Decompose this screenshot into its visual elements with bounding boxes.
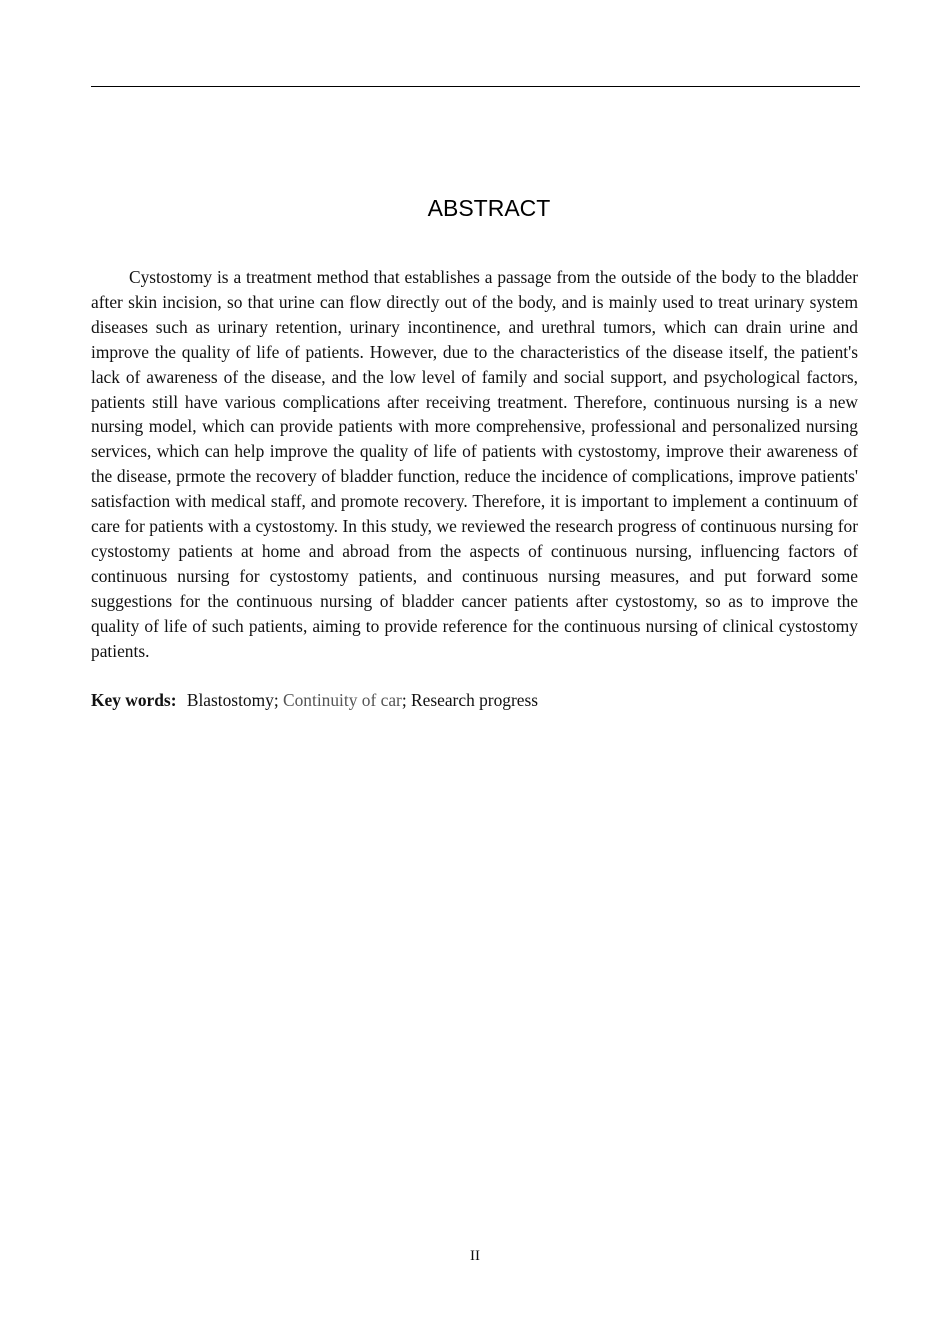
page-number: II (470, 1248, 480, 1264)
keyword-separator: ; (401, 690, 412, 710)
keyword-item: Blastostomy (186, 690, 274, 710)
header-rule (91, 86, 860, 87)
keyword-item: Continuity of car (283, 690, 402, 710)
keyword-item: Research progress (411, 690, 539, 710)
keyword-separator: ; (273, 690, 284, 710)
keywords-line (91, 688, 858, 713)
page-title: ABSTRACT (427, 195, 551, 221)
keywords-label: Key words: (91, 690, 177, 710)
abstract-body: Cystostomy is a treatment method that establishes a passage from the outside of the body to the bladder after skin incision, so that urine can flow directly out of the body, and is mainly used to treat urinary system diseases such as urinary retention, urinary incontinence, and urethral tumors, which can drain urine and improve the quality of life of patients. However, due to the characteristics of the disease itself, the patient's lack of awareness of the disease, and the low level of family and social support, and psychological factors, patients still have various complications after receiving treatment. Therefore, continuous nursing is a new nursing model, which can provide patients with more comprehensive, professional and personalized nursing services, which can help improve the quality of life of patients with cystostomy, improve their awareness of the disease, prmote the recovery of bladder function, reduce the incidence of complications, improve patients' satisfaction with medical staff, and promote recovery. Therefore, it is important to implement a continuum of care for patients with a cystostomy. In this study, we reviewed the research progress of continuous nursing for cystostomy patients at home and abroad from the aspects of continuous nursing, influencing factors of continuous nursing for cystostomy patients, and continuous nursing measures, and put forward some suggestions for the continuous nursing of bladder cancer patients after cystostomy, so as to improve the quality of life of such patients, aiming to provide reference for the continuous nursing of clinical cystostomy patients. (91, 267, 858, 661)
